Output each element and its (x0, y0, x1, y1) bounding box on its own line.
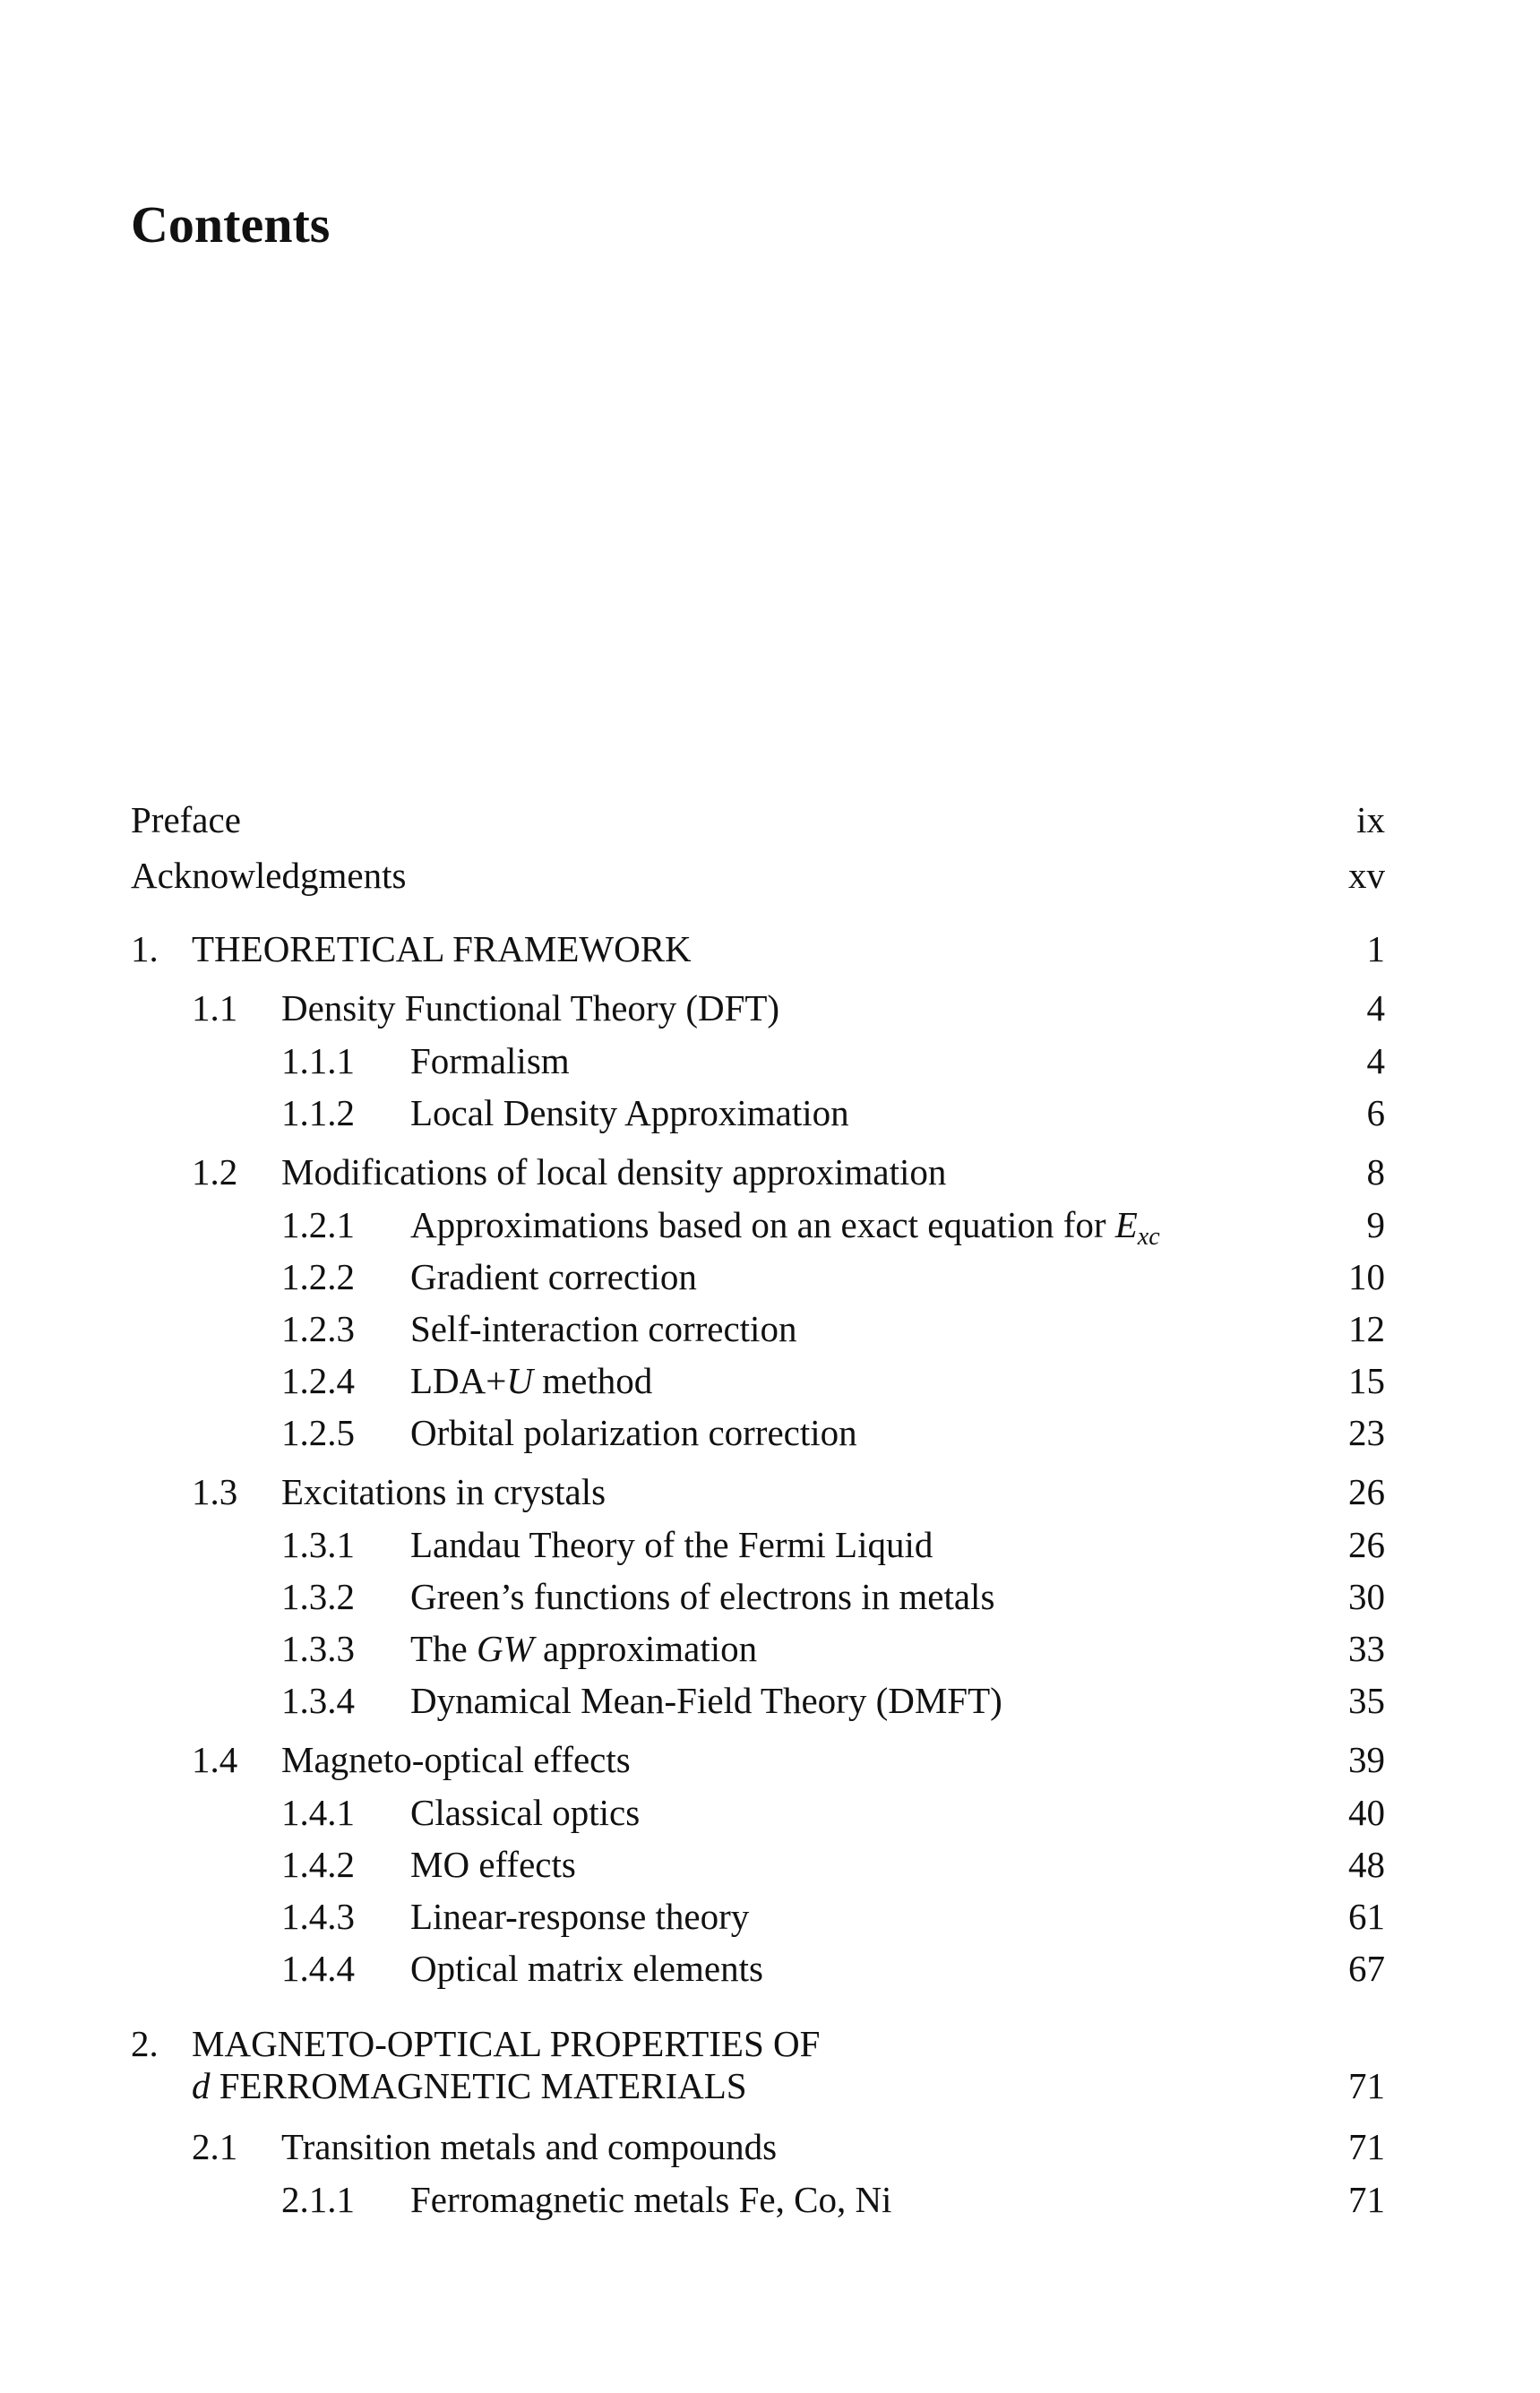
math-symbol: d (192, 2065, 211, 2106)
toc-entry-number: 1.4.1 (281, 1792, 355, 1833)
toc-entry-number: 1.3.2 (281, 1576, 355, 1617)
toc-entry-label: MO effects (410, 1844, 576, 1885)
toc-entry-number: 1.2.3 (281, 1308, 355, 1349)
toc-entry-label (410, 1628, 758, 1669)
toc-entry-page: 9 (1366, 1204, 1385, 1245)
toc-entry-number: 2.1 (192, 2126, 238, 2167)
table-of-contents (131, 0, 1385, 2393)
toc-entry-page: 26 (1348, 1524, 1385, 1565)
math-symbol: E (1114, 1204, 1138, 1245)
toc-entry-label-text: Approximations based on an exact equation for (410, 1204, 1115, 1245)
toc-entry-number: 2.1.1 (281, 2179, 355, 2220)
toc-entry-label-text: LDA+ (410, 1360, 507, 1401)
toc-entry-number: 2. (131, 2023, 159, 2064)
toc-entry-label: Dynamical Mean-Field Theory (DMFT) (410, 1680, 1002, 1721)
toc-entry-page: 1 (1366, 928, 1385, 969)
toc-entry-label-text: approximation (533, 1628, 758, 1669)
toc-entry-label (410, 1204, 1160, 1251)
toc-entry-page: 4 (1366, 1040, 1385, 1081)
toc-entry-page: 71 (1348, 2065, 1385, 2106)
page-title: Contents (131, 195, 331, 254)
toc-entry-page: 71 (1348, 2179, 1385, 2220)
toc-entry-label: Linear-response theory (410, 1896, 750, 1937)
toc-entry-page: ix (1356, 799, 1385, 840)
toc-entry-label: Green’s functions of electrons in metals (410, 1576, 995, 1617)
toc-entry-label: Local Density Approximation (410, 1092, 849, 1133)
toc-entry-page: 35 (1348, 1680, 1385, 1721)
toc-entry-number: 1.2.2 (281, 1256, 355, 1297)
toc-entry-number: 1.1 (192, 987, 238, 1029)
toc-entry-number: 1. (131, 928, 159, 969)
toc-entry-label: Density Functional Theory (DFT) (281, 987, 780, 1029)
toc-entry-page: 12 (1348, 1308, 1385, 1349)
toc-entry-label (192, 2065, 747, 2106)
toc-entry-page: 33 (1348, 1628, 1385, 1669)
toc-entry-label: THEORETICAL FRAMEWORK (192, 928, 692, 969)
toc-entry-label: MAGNETO-OPTICAL PROPERTIES OF (192, 2023, 821, 2064)
toc-entry-page: 10 (1348, 1256, 1385, 1297)
toc-entry-number: 1.1.1 (281, 1040, 355, 1081)
toc-entry-page: 67 (1348, 1948, 1385, 1989)
toc-entry-label: Ferromagnetic metals Fe, Co, Ni (410, 2179, 892, 2220)
math-symbol: U (506, 1360, 533, 1401)
toc-entry-label: Transition metals and compounds (281, 2126, 778, 2167)
toc-entry-page: 61 (1348, 1896, 1385, 1937)
toc-entry-label: Landau Theory of the Fermi Liquid (410, 1524, 933, 1565)
toc-entry-number: 1.2 (192, 1151, 238, 1192)
toc-entry-label-text: FERROMAGNETIC MATERIALS (210, 2065, 747, 2106)
toc-entry-page: 8 (1366, 1151, 1385, 1192)
toc-entry-page: 4 (1366, 987, 1385, 1029)
toc-entry-number: 1.2.4 (281, 1360, 355, 1401)
toc-entry-number: 1.2.1 (281, 1204, 355, 1245)
toc-entry-page: 23 (1348, 1412, 1385, 1453)
toc-entry-page: 6 (1366, 1092, 1385, 1133)
toc-entry-number: 1.3 (192, 1471, 238, 1512)
toc-entry-label: Acknowledgments (131, 855, 407, 896)
toc-entry-number: 1.4.2 (281, 1844, 355, 1885)
toc-entry-label-text: The (410, 1628, 477, 1669)
toc-entry-label: Orbital polarization correction (410, 1412, 857, 1453)
toc-entry-number: 1.1.2 (281, 1092, 355, 1133)
toc-entry-page: 15 (1348, 1360, 1385, 1401)
toc-entry-label: Gradient correction (410, 1256, 697, 1297)
toc-entry-page: xv (1348, 855, 1385, 896)
toc-entry-label: Magneto-optical effects (281, 1739, 631, 1780)
toc-entry-number: 1.2.5 (281, 1412, 355, 1453)
toc-entry-label: Optical matrix elements (410, 1948, 763, 1989)
toc-entry-page: 30 (1348, 1576, 1385, 1617)
toc-entry-label: Excitations in crystals (281, 1471, 607, 1512)
toc-entry-number: 1.3.4 (281, 1680, 355, 1721)
toc-entry-page: 26 (1348, 1471, 1385, 1512)
toc-entry-label: Formalism (410, 1040, 570, 1081)
toc-entry-page: 40 (1348, 1792, 1385, 1833)
toc-entry-number: 1.3.1 (281, 1524, 355, 1565)
toc-entry-label-text: method (533, 1360, 653, 1401)
math-subscript: xc (1137, 1223, 1160, 1251)
toc-entry-number: 1.3.3 (281, 1628, 355, 1669)
toc-entry-label: Classical optics (410, 1792, 641, 1833)
toc-entry-page: 39 (1348, 1739, 1385, 1780)
toc-entry-label (410, 1360, 653, 1401)
toc-entry-number: 1.4.3 (281, 1896, 355, 1937)
math-symbol: GW (477, 1628, 534, 1669)
toc-entry-page: 48 (1348, 1844, 1385, 1885)
toc-entry-label: Preface (131, 799, 241, 840)
toc-entry-page: 71 (1348, 2126, 1385, 2167)
toc-entry-label: Self-interaction correction (410, 1308, 797, 1349)
toc-entry-label: Modifications of local density approximation (281, 1151, 947, 1192)
toc-entry-number: 1.4.4 (281, 1948, 355, 1989)
toc-entry-number: 1.4 (192, 1739, 238, 1780)
